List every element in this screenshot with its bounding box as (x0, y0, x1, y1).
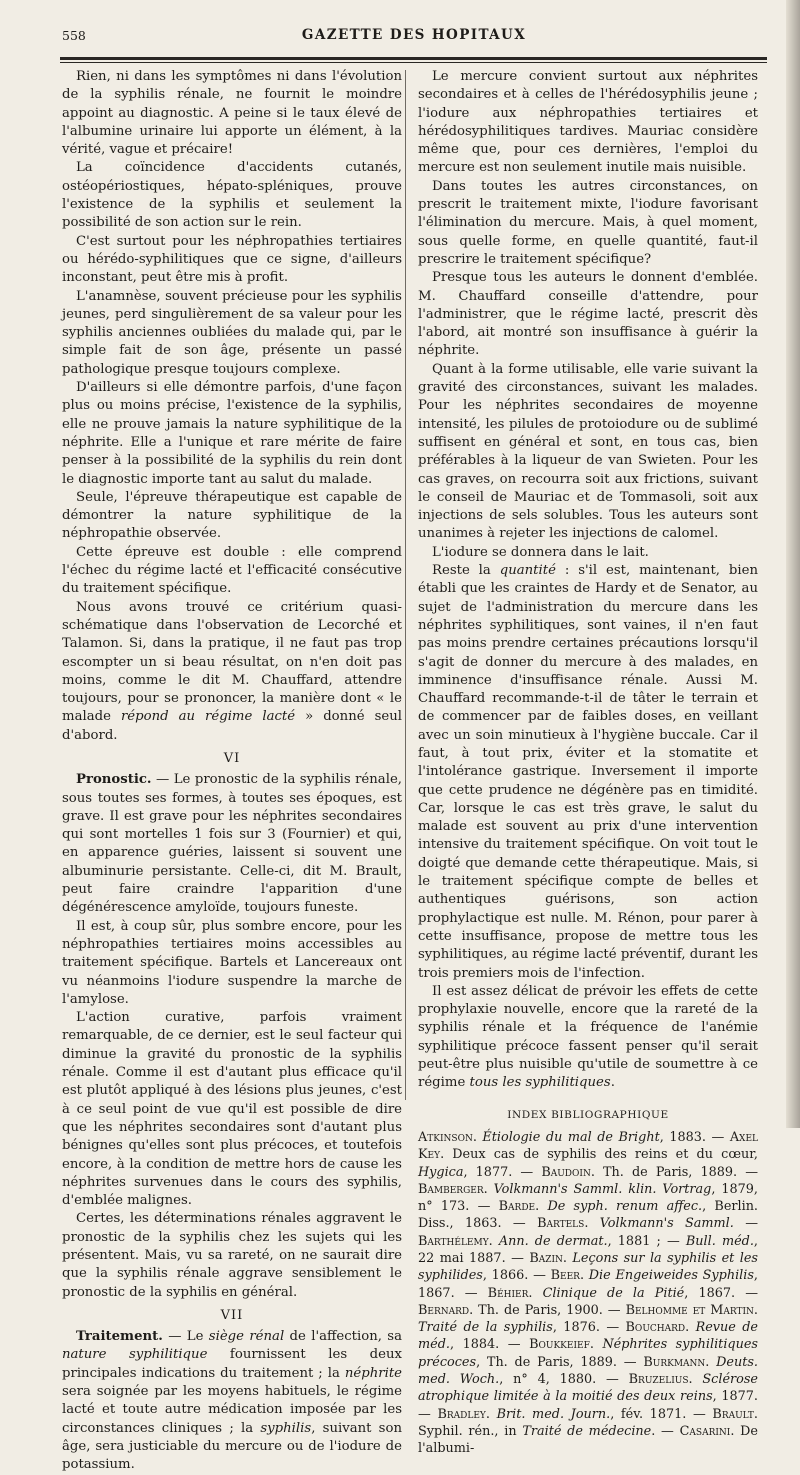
bibliography-citation-text: , 1867. — (418, 1268, 758, 1301)
text-run: sera soignée par les moyens habituels, le régime lacté et toute autre médication imposée par les circonstances cliniques ; la (62, 1384, 402, 1436)
bibliography-author-name: Beer. (550, 1268, 585, 1284)
bibliography-author-name: Bradley. (437, 1406, 490, 1422)
bibliography-citation-text: Th. de Paris, 1889. — (594, 1164, 759, 1180)
bibliography-author-name: Bernard. (418, 1302, 474, 1318)
traitement-heading: Traitement. (76, 1329, 163, 1345)
text-run: — Le pronostic de la syphilis rénale, sous toutes ses formes, à toutes ses époques, est grave. Il est grave pour les néphrites secondaires qui sont mortelles 1 fois sur 3 (Fournier) et qui, en apparence guéries, laissent si souvent une albuminurie persistante. Celle-ci, dit M. Brault, peut faire craindre l'apparition d'une dégénérescence amyloïde, toujours funeste. (62, 772, 402, 916)
page-edge-shadow (786, 0, 800, 1128)
page-header (62, 24, 766, 48)
bibliography-author-name: Atkinson. (418, 1129, 477, 1145)
text-run: fournissent les deux principales indications du traitement ; la (62, 1347, 402, 1381)
italic-run: quantité (499, 563, 556, 579)
header-rule-thin (60, 62, 767, 63)
page-number: 558 (62, 28, 86, 43)
bibliography-work-title: Traité de la syphilis (418, 1320, 553, 1336)
bibliography-citation-text: , 22 mai 1887. — (418, 1233, 758, 1266)
bibliography-work-title: Sclérose atrophique limitée à la moitié des deux reins (418, 1372, 758, 1405)
pronostic-heading: Pronostic. (76, 772, 152, 788)
bibliography-citation-text: , fév. 1871. — (610, 1406, 713, 1422)
paragraph (62, 771, 402, 917)
text-run: . (610, 1075, 615, 1091)
bibliography-author-name: Barde. (498, 1199, 540, 1215)
bibliography-citation-text: , 1879, n° 173. — (418, 1181, 758, 1215)
bibliography-author-name: Bamberger. (418, 1181, 488, 1197)
bibliography-author-name: Belhomme et Martin. (625, 1302, 758, 1318)
paragraph: Cette épreuve est double : elle comprend l'échec du régime lacté et l'efficacité consécutive du traitement spécifique. (62, 544, 402, 597)
paragraph: L'iodure se donnera dans le lait. (432, 544, 649, 560)
paragraph: C'est surtout pour les néphropathies tertiaires ou hérédo-syphilitiques que ce signe, d'ailleurs inconstant, peut être mis à profit. (62, 233, 402, 286)
bibliography-citation-text: Th. de Paris, 1900. — (473, 1302, 626, 1318)
italic-run: répond au régime lacté (120, 709, 296, 725)
bibliography-citation-text: , Berlin. Diss., 1863. — (418, 1199, 759, 1232)
bibliography-work-title: Volkmann's Samml. klin. Vortrag (487, 1181, 712, 1197)
bibliography-citation-text: , Th. de Paris, 1889. — (476, 1354, 644, 1370)
paragraph: Rien, ni dans les symptômes ni dans l'évolution de la syphilis rénale, ne fournit le moindre appoint au diagnostic. A peine si le taux élevé de l'albumine urinaire lui apporte un élément, à la vérité, vague et précaire! (62, 69, 402, 158)
paragraph: L'action curative, parfois vraiment remarquable, de ce dernier, est le seul facteur qui diminue la gravité du pronostic de la syphilis rénale. Comme il est d'autant plus efficace qu'il est plutôt appliqué à des lésions plus jeunes, c'est à ce seul point de vue qu'il est possible de dire que les néphrites secondaires sont d'autant plus bénignes qu'elles sont plus précoces, et toutefois encore, à la condition de mettre hors de cause les néphrites survenues dans le cours des syphilis, d'emblée malignes. (62, 1010, 402, 1209)
left-column (62, 68, 402, 1475)
bibliography-author-name: Barthélemy. (418, 1233, 493, 1249)
bibliography-author-name: Burkmann. (643, 1354, 710, 1370)
bibliography-author-name: Bouchard. (625, 1320, 690, 1336)
bibliography-author-name: Béhier. (487, 1285, 533, 1301)
bibliography-citation-text: Deux cas de syphilis des reins et du cœur, (444, 1147, 758, 1163)
bibliography-work-title: Étiologie du mal de Bright (476, 1129, 660, 1145)
paragraph: Le mercure convient surtout aux néphrites secondaires et à celles de l'hérédosyphilis jeune ; l'iodure aux néphropathies tertiaires et hérédosyphilitiques tardives. Mauriac considère même que, pour ces dernières, l'emploi du mercure est non seulement inutile mais nuisible. (418, 69, 758, 176)
bibliography-work-title: Brit. med. Journ. (489, 1406, 611, 1422)
section-number-vii: VII (220, 1307, 244, 1323)
text-run: Reste la (432, 563, 500, 579)
bibliography-work-title: Clinique de la Pitié (532, 1285, 685, 1301)
bibliography-author-name: Casarini. (679, 1423, 735, 1439)
paragraph: Dans toutes les autres circonstances, on prescrit le traitement mixte, l'iodure favorisant l'élimination du mercure. Mais, à quel moment, sous quelle forme, en quelle quantité, faut-il prescrire le traitement spécifique? (418, 178, 758, 267)
paragraph (62, 1328, 402, 1474)
paragraph: Quant à la forme utilisable, elle varie suivant la gravité des circonstances, suivant les malades. Pour les néphrites secondaires de moyenne intensité, les pilules de protoiodure ou de sublimé suffisent en général et sont, en tous cas, bien préférables à la liqueur de van Swieten. Pour les cas graves, on recourra soit aux frictions, suivant le conseil de Mauriac et de Tommasoli, soit aux injections de sels solubles. Tous les auteurs sont unanimes à rejeter les injections de calomel. (418, 361, 758, 542)
bibliography-author-name: Boukkeief. (529, 1337, 594, 1353)
paragraph: D'ailleurs si elle démontre parfois, d'une façon plus ou moins précise, l'existence de la syphilis, elle ne prouve jamais la nature syphilitique de la néphrite. Elle a l'unique et rare mérite de faire penser à la possibilité de la syphilis du rein dont le diagnostic importe tant au salut du malade. (62, 380, 402, 487)
bibliography-title: INDEX BIBLIOGRAPHIQUE (507, 1108, 669, 1121)
bibliography-citation-text: , 1877. — (463, 1164, 542, 1180)
bibliography-citation-text: , 1876. — (552, 1320, 626, 1336)
section-number-vi: VI (223, 750, 241, 766)
bibliography-work-title: Leçons sur la syphilis et les syphilides (418, 1251, 758, 1284)
paragraph: L'anamnèse, souvent précieuse pour les syphilis jeunes, perd singulièrement de sa valeur pour les syphilis anciennes oubliées du malade qui, par le simple fait de son âge, présente un passé pathologique presque toujours complexe. (62, 288, 402, 377)
bibliography-work-title: De syph. renum affec. (539, 1199, 703, 1215)
text-run: Nous avons trouvé ce critérium quasi-schématique dans l'observation de Lecorché et Talamon. Si, dans la pratique, il ne faut pas trop escompter un si beau résultat, on n'en doit pas moins, comme le dit M. Chauffard, attendre toujours, pour se prononcer, la manière dont « le malade (62, 599, 402, 725)
bibliography-work-title: Ann. de dermat. (492, 1233, 608, 1249)
bibliography-work-title: Traité de médecine (522, 1423, 652, 1439)
bibliography-work-title: Bull. méd. (685, 1233, 754, 1249)
paragraph (62, 599, 402, 745)
paragraph: La coïncidence d'accidents cutanés, ostéopériostiques, hépato-spléniques, prouve l'existence de la syphilis et seulement la possibilité de son action sur le rein. (62, 160, 402, 231)
italic-run: tous les syphilitiques (469, 1075, 611, 1091)
bibliography-author-name: Axel Key. (418, 1129, 759, 1163)
italic-run: néphrite (344, 1365, 402, 1381)
bibliography-work-title: Néphrites syphilitiques précoces (418, 1337, 758, 1370)
paragraph: Certes, les déterminations rénales aggravent le pronostic de la syphilis chez les sujets qui les présentent. Mais, vu sa rareté, on ne saurait dire que la syphilis rénale aggrave sensiblement le pronostic de la syphilis en général. (62, 1211, 402, 1300)
bibliography-citation-text: . — (651, 1423, 680, 1439)
italic-run: siège rénal (208, 1329, 285, 1345)
bibliography-citation-text: , 1877. — (418, 1389, 758, 1422)
paragraph: Il est, à coup sûr, plus sombre encore, pour les néphropathies tertiaires moins accessibles au traitement spécifique. Bartels et Lancereaux ont vu néanmoins l'iodure suspendre la marche de l'amylose. (62, 918, 402, 1007)
italic-run: syphilis (260, 1420, 312, 1436)
bibliography-author-name: Bruzelius. (628, 1372, 693, 1388)
journal-title: GAZETTE DES HOPITAUX (301, 27, 527, 43)
bibliography-author-name: Baudoin. (541, 1164, 595, 1180)
bibliography-author-name: Bartels. (537, 1216, 589, 1232)
right-column (418, 68, 758, 1458)
bibliography-citation-text: — (733, 1216, 758, 1232)
bibliography-list (418, 1129, 758, 1458)
bibliography-citation-text: , 1867. — (684, 1285, 758, 1301)
header-rule-thick (60, 57, 767, 60)
text-run: : s'il est, maintenant, bien établi que les craintes de Hardy et de Senator, au sujet de l'administration du mercure dans les néphrites syphilitiques, sont vaines, il n'en faut pas moins prendre certaines précautions lorsqu'il s'agit de donner du mercure à des malades, en imminence d'insuffisance rénale. Aussi M. Chauffard recommande-t-il de tâter le terrain et de commencer par de faibles doses, en veillant avec un soin minutieux à l'hygiène buccale. Car il faut, à tout prix, éviter et la stomatite et l'intolérance gastrique. Inversement il importe que cette prudence ne dégénère pas en timidité. Car, lorsque le cas est très grave, le salut du malade est souvent au prix d'une intervention intensive du traitement spécifique. On voit tout le doigté que demande cette thérapeutique. Mais, si le traitement spécifique compte de belles et authentiques guérisons, son action prophylactique est nulle. M. Rénon, pour parer à cette insuffisance, propose de mettre tous les syphilitiques, au régime lacté préventif, durant les trois premiers mois de l'infection. (418, 563, 758, 981)
bibliography-citation-text: , 1883. — (659, 1129, 730, 1145)
text-run: » donné seul d'abord. (62, 709, 402, 743)
bibliography-work-title: Revue de méd. (418, 1320, 759, 1353)
bibliography-author-name: Bazin. (529, 1251, 567, 1266)
paragraph (418, 562, 758, 983)
bibliography-work-title: Hygica (418, 1164, 464, 1180)
bibliography-citation-text: , 1881 ; — (607, 1233, 686, 1249)
bibliography-citation-text: , n° 4, 1880. — (499, 1372, 629, 1388)
paragraph: Presque tous les auteurs le donnent d'emblée. M. Chauffard conseille d'attendre, pour l'administrer, que le régime lacté, prescrit dès l'abord, ait montré son insuffisance à guérir la néphrite. (418, 270, 758, 359)
paragraph (418, 983, 758, 1093)
bibliography-author-name: Brault. (712, 1406, 759, 1422)
column-divider (405, 70, 406, 1100)
text-run: de l'affection, sa (284, 1329, 402, 1345)
bibliography-work-title: Deuts. med. Woch. (418, 1354, 759, 1388)
text-run: — Le (162, 1329, 209, 1345)
bibliography-citation-text: Syphil. rén., in (418, 1423, 523, 1439)
bibliography-citation-text: , 1866. — (482, 1268, 551, 1284)
text-run: Il est assez délicat de prévoir les effets de cette prophylaxie nouvelle, encore que la rareté de la syphilis rénale et la fréquence de l'anémie syphilitique précoce fassent penser qu'il serait peut-être plus nuisible qu'utile de soumettre à ce régime (418, 983, 758, 1091)
text-run: , suivant son âge, sera justiciable du mercure ou de l'iodure de potassium. (62, 1420, 402, 1473)
bibliography-citation-text: De l'albumi- (418, 1423, 758, 1457)
bibliography-work-title: Die Engeiweides Syphilis (584, 1268, 754, 1284)
italic-run: nature syphilitique (62, 1347, 208, 1363)
bibliography-work-title: Volkmann's Samml. (588, 1216, 734, 1232)
paragraph: Seule, l'épreuve thérapeutique est capable de démontrer la nature syphilitique de la néphropathie observée. (62, 489, 402, 542)
bibliography-citation-text: , 1884. — (449, 1337, 530, 1353)
